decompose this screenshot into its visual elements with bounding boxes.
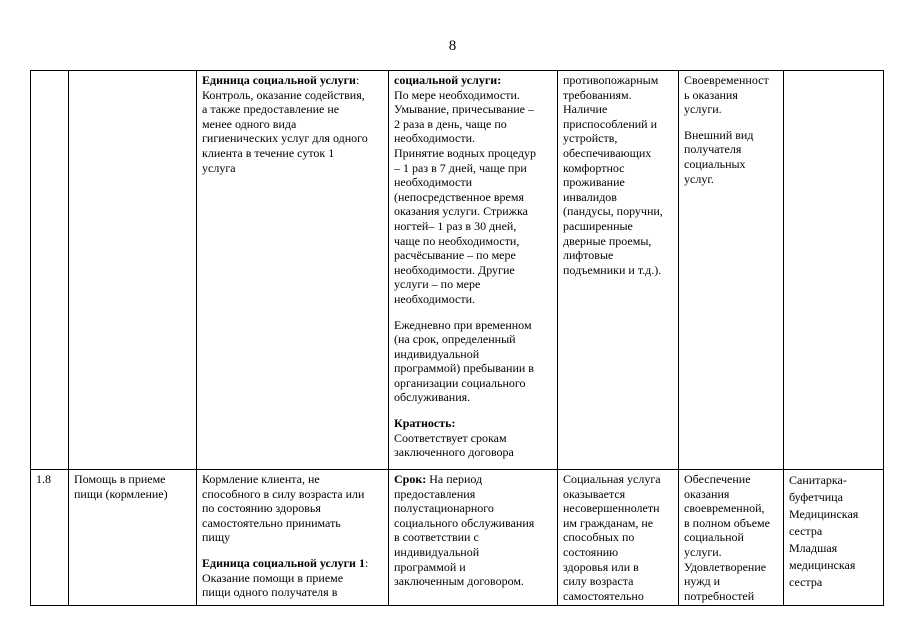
service-name-cell: Помощь в приеме пищи (кормление): [69, 470, 197, 606]
standards-cell: противопожарным требованиям. Наличие приспособлений и устройств, обеспечивающих комфортнос проживание инвалидов (пандусы, поручни, расширенные дверные проемы, лифтовые подъемники и т.д.).: [558, 71, 679, 470]
unit-heading: Единица социальной услуги 1: [202, 555, 365, 570]
staff-cell: Санитарка- буфетчица Медицинская сестра Младшая медицинская сестра: [784, 470, 884, 606]
page-number: 8: [448, 38, 457, 54]
frequency-text: Соответствует срокам заключенного договора: [394, 430, 514, 460]
indicators-cell: Обеспечение оказания своевременной, в полном объеме социальной услуги. Удовлетворение нужд и потребностей: [679, 470, 784, 606]
service-terms-cell: [389, 470, 558, 606]
frequency-label: Кратность:: [394, 416, 456, 431]
term-label: Срок:: [394, 472, 427, 486]
unit-heading: Единица социальной услуги: [202, 73, 356, 87]
unit-description: Контроль, оказание содействия, а также предоставление не менее одного вида гигиенических услуг для одного клиента в течение суток 1 услуга: [202, 87, 368, 175]
staff-cell: [784, 71, 884, 470]
unit-description: Оказание помощи в приеме пищи одного получателя в: [202, 570, 344, 600]
indicator-timeliness: Своевременност ь оказания услуги.: [684, 73, 769, 117]
terms-text: По мере необходимости. Умывание, причесывание – 2 раза в день, чаще по необходимости. Принятие водных процедур – 1 раз в 7 дней, чаще при необходимости (непосредственное время оказания услуги. Стрижка ногтей– 1 раз в 30 дней, чаще по необходимости, расчёсывание – по мере необходимости. Другие услуги – по мере необходимости.: [394, 87, 536, 306]
term-text: На период предоставления полустационарного социального обслуживания в соответствии с индивидуальной программой и заключенным договором.: [394, 472, 535, 589]
services-table: [30, 70, 884, 606]
service-description-cell: Кормление клиента, не способного в силу возраста или по состоянию здоровья самостоятельно принимать пищу Единица социальной услуги 1: Оказание помощи в приеме пищи одного получателя в: [197, 470, 389, 606]
terms-heading: социальной услуги:: [394, 73, 502, 87]
table-row: [31, 470, 884, 606]
row-number-cell: 1.8: [31, 470, 69, 606]
service-terms-cell: [389, 71, 558, 470]
table-row: [31, 71, 884, 470]
service-description: Кормление клиента, не способного в силу возраста или по состоянию здоровья самостоятельно принимать пищу: [202, 472, 365, 545]
indicators-cell: [679, 71, 784, 470]
indicator-appearance: Внешний вид получателя социальных услуг.: [684, 127, 754, 186]
service-name-cell: [69, 71, 197, 470]
terms-text-daily: Ежедневно при временном (на срок, определенный индивидуальной программой) пребывании в организации социального обслуживания.: [394, 317, 534, 405]
row-number-cell: [31, 71, 69, 470]
service-description-cell: Единица социальной услуги: Контроль, оказание содействия, а также предоставление не менее одного вида гигиенических услуг для одного клиента в течение суток 1 услуга: [197, 71, 389, 470]
standards-cell: Социальная услуга оказывается несовершеннолетн им гражданам, не способных по состоянию здоровья или в силу возраста самостоятельно: [558, 470, 679, 606]
